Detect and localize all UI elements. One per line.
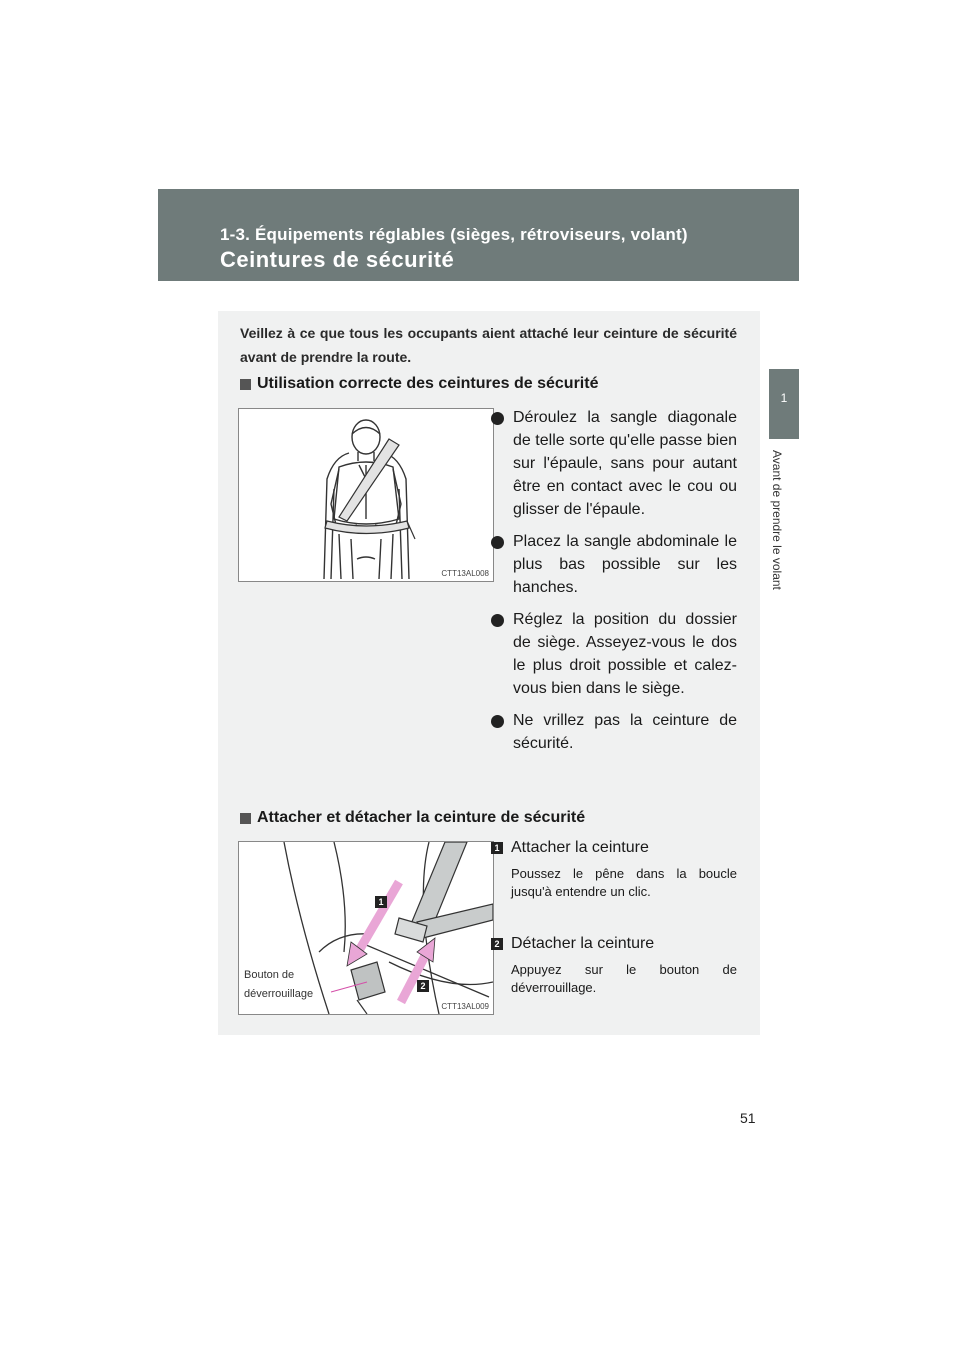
bullet-text: Réglez la position du dossier de siège. Asseyez-vous le dos le plus droit possible et calez-vous bien dans le siège. <box>513 611 737 697</box>
figure-code: CTT13AL008 <box>441 569 489 578</box>
seated-passenger-illustration <box>239 409 493 581</box>
callout-line: Bouton de <box>244 969 295 981</box>
bullet-dot-icon <box>491 614 504 627</box>
bullet-list <box>491 406 737 764</box>
step-desc: Appuyez sur le bouton de déverrouillage. <box>511 962 737 996</box>
step-label: Détacher la ceinture <box>511 935 655 952</box>
step-tag-1: 1 <box>375 896 387 908</box>
figure-buckle <box>238 841 494 1015</box>
figure-seated-passenger <box>238 408 494 582</box>
square-bullet-icon <box>240 813 251 824</box>
chapter-label: Avant de prendre le volant <box>770 450 784 590</box>
chapter-number: 1 <box>780 391 788 405</box>
bullet-dot-icon <box>491 536 504 549</box>
list-item <box>491 608 737 700</box>
step-number-icon: 2 <box>491 938 503 950</box>
step-item <box>491 839 737 901</box>
section2-heading <box>240 809 585 827</box>
bullet-dot-icon <box>491 715 504 728</box>
step-tag-2: 2 <box>417 980 429 992</box>
step-item <box>491 935 737 997</box>
content-panel <box>218 311 760 1035</box>
section2-heading-text: Attacher et détacher la ceinture de sécurité <box>257 809 586 826</box>
bullet-text: Ne vrillez pas la ceinture de sécurité. <box>513 712 737 752</box>
section1-heading-text: Utilisation correcte des ceintures de sécurité <box>257 375 599 392</box>
step-desc: Poussez le pêne dans la boucle jusqu'à entendre un clic. <box>511 866 737 900</box>
chapter-tab <box>769 369 799 439</box>
bullet-text: Déroulez la sangle diagonale de telle sorte qu'elle passe bien sur l'épaule, sans pour autant être en contact avec le cou ou glisser de l'épaule. <box>513 409 737 518</box>
callout-line: déverrouillage <box>244 988 314 1000</box>
list-item <box>491 530 737 599</box>
square-bullet-icon <box>240 379 251 390</box>
intro-text: Veillez à ce que tous les occupants aient attaché leur ceinture de sécurité avant de prendre la route. <box>240 325 737 365</box>
page-title: Ceintures de sécurité <box>220 247 455 272</box>
figure-code: CTT13AL009 <box>441 1002 489 1011</box>
bullet-text: Placez la sangle abdominale le plus bas possible sur les hanches. <box>513 533 737 596</box>
chapter-label-wrap <box>770 450 798 620</box>
step-label: Attacher la ceinture <box>511 839 649 856</box>
release-button-callout <box>244 966 313 1004</box>
page-number: 51 <box>740 1110 756 1126</box>
page-header <box>158 189 799 281</box>
section1-heading <box>240 375 598 393</box>
list-item <box>491 406 737 521</box>
step-number-icon: 1 <box>491 842 503 854</box>
list-item <box>491 709 737 755</box>
bullet-dot-icon <box>491 412 504 425</box>
section-title: 1-3. Équipements réglables (sièges, rétroviseurs, volant) <box>220 225 688 244</box>
